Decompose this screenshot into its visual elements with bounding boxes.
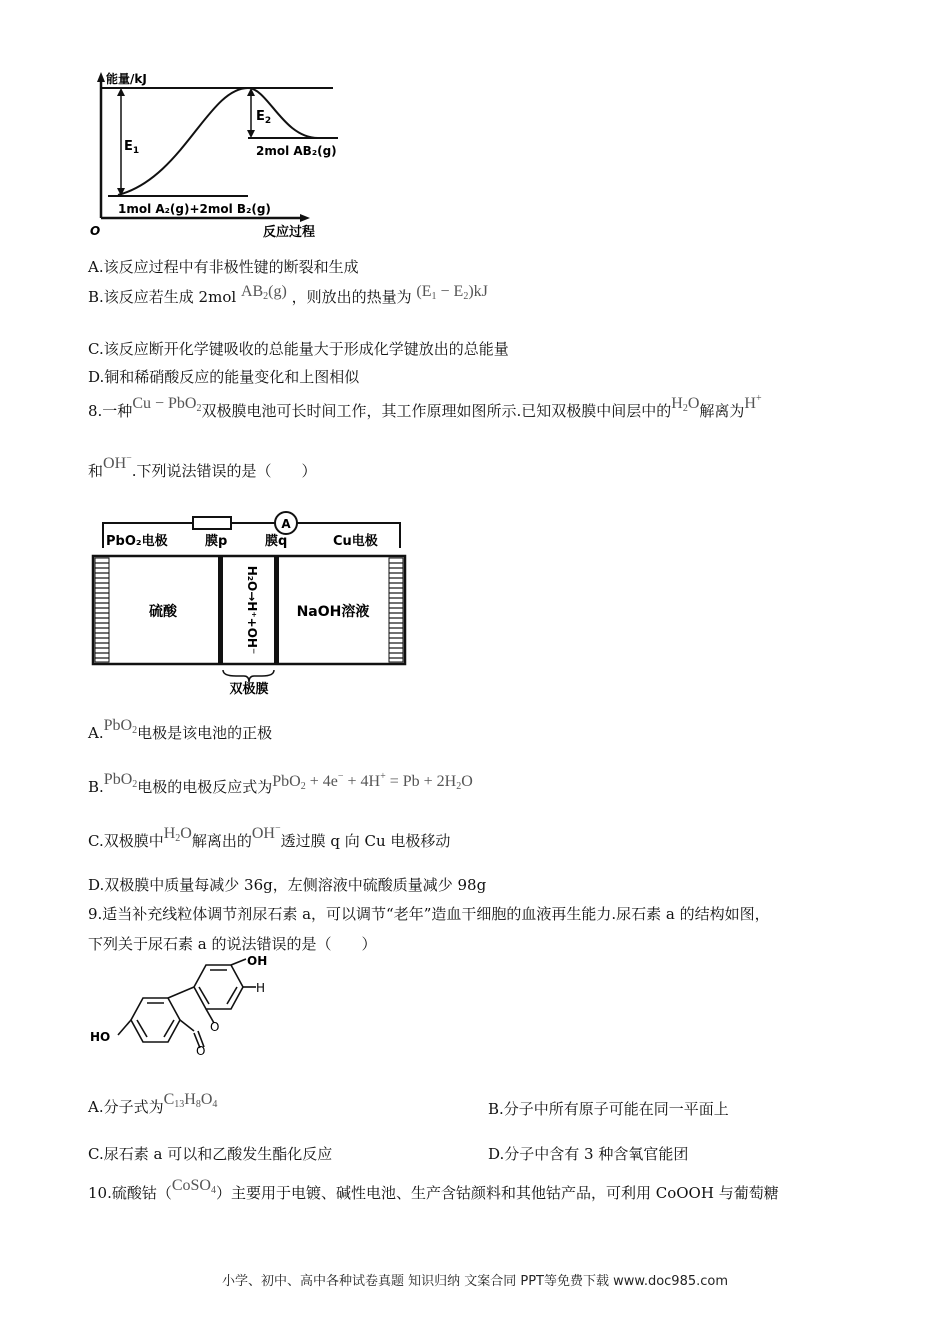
ammeter-label: A [281,517,291,531]
middle-dissociation-label: H₂O→H⁺+OH⁻ [245,565,259,655]
q10-formula: CoSO$_4$ [171,1177,216,1196]
q9-option-d: D.分子中含有 3 种含氧官能团 [488,1145,689,1163]
q8-a-formula: PbO$_2$ [103,717,138,736]
q8-stem-line2 [88,453,317,481]
q8-b-formula: PbO$_2$ [103,771,138,790]
urolithin-oh-top: OH [247,955,268,968]
right-solution-label: NaOH溶液 [296,604,370,620]
q9-stem-line2: 下列关于尿石素 a 的说法错误的是（ ） [88,935,377,953]
energy-reactant-label: 1mol A₂(g)+2mol B₂(g) [118,202,271,216]
cu-electrode-label: Cu电极 [333,534,378,549]
urolithin-ho-left: HO [90,1030,111,1044]
membrane-p-label: 膜p [205,534,228,549]
q8-option-b: B.PbO$_2$电极的电极反应式为$PbO_2 + 4e^- + 4H^+ = Pb + 2H_2O$ [88,771,473,796]
q7-option-c: C.该反应断开化学键吸收的总能量大于形成化学键放出的总能量 [88,340,509,358]
q7-b-formula-heat: $(E_1 - E_2)kJ$ [416,283,488,302]
q9-option-c: C.尿石素 a 可以和乙酸发生酯化反应 [88,1145,333,1163]
page-footer: 小学、初中、高中各种试卷真题 知识归纳 文案合同 PPT等免费下载 www.doc985.com [221,1274,729,1289]
q9-stem-line1: 9.适当补充线粒体调节剂尿石素 a，可以调节“老年”造血干细胞的血液再生能力.尿石素 a 的结构如图， [88,905,770,923]
q8-question: .下列说法错误的是（ ） [131,462,317,480]
q8-number: 8.一种 [88,402,133,420]
q7-b-formula-ab2: $AB_2(g)$ [240,283,287,302]
q8-formula-cell: Cu − PbO$_2$ [132,395,202,414]
cell-diagram [88,508,418,696]
urolithin-ring-o: O [210,1020,220,1034]
q8-option-a: A.PbO$_2$电极是该电池的正极 [88,717,273,742]
energy-e1-label: $E_1$ [124,139,140,156]
energy-y-axis-label: 能量/kJ [106,72,147,86]
energy-e2-label: $E_2$ [256,109,272,126]
q7-option-a: A.该反应过程中有非极性键的断裂和生成 [88,258,359,276]
bipolar-membrane-label: 双极膜 [229,682,269,696]
q7-option-b [88,283,488,308]
q7-option-d: D.铜和稀硝酸反应的能量变化和上图相似 [88,368,360,386]
energy-product-label: 2mol AB₂(g) [256,144,337,158]
urolithin-structure [88,955,298,1055]
q7-b-mid: ，则放出的热量为 [291,288,412,306]
energy-origin-label: O [90,224,101,238]
q8-text-3: 和 [88,462,104,480]
q7-b-text: B.该反应若生成 2mol [88,288,237,306]
q10-stem: 10.硫酸钴（CoSO$_4$）主要用于电镀、碱性电池、生产含钴颜料和其他钴产品，可利用 CoOOH 与葡萄糖 [88,1177,779,1202]
membrane-q-label: 膜q [265,534,288,549]
q8-text-2: 解离为 [699,402,745,420]
left-solution-label: 硫酸 [149,604,177,620]
q8-c-formula-oh: OH− [251,823,281,842]
energy-diagram [88,68,368,243]
q8-b-equation: $PbO_2 + 4e^- + 4H^+ = Pb + 2H_2O$ [272,771,473,792]
q8-option-d: D.双极膜中质量每减少 36g，左侧溶液中硫酸质量减少 98g [88,876,487,894]
q8-formula-oh: OH− [103,453,132,472]
urolithin-h-mark: H [256,981,266,995]
q8-formula-h2o: $H_2O$ [671,395,700,414]
q8-c-formula-h2o: $H_2O$ [163,825,192,844]
pbo2-electrode-label: PbO₂电极 [106,534,168,549]
q9-option-b: B.分子中所有原子可能在同一平面上 [488,1100,729,1118]
q9-option-a: A.分子式为$C_{13}H_8O_4$ [88,1091,218,1116]
energy-x-axis-label: 反应过程 [263,225,316,240]
q8-text: 双极膜电池可长时间工作，其工作原理如图所示.已知双极膜中间层中的 [201,402,672,420]
q8-option-c: C.双极膜中$H_2O$解离出的OH−透过膜 q 向 Cu 电极移动 [88,823,451,850]
q9-a-formula: $C_{13}H_8O_4$ [163,1091,218,1110]
urolithin-carbonyl-o: O [196,1044,206,1055]
q8-stem-line1 [88,393,762,422]
q8-formula-h-plus: H+ [744,393,762,412]
